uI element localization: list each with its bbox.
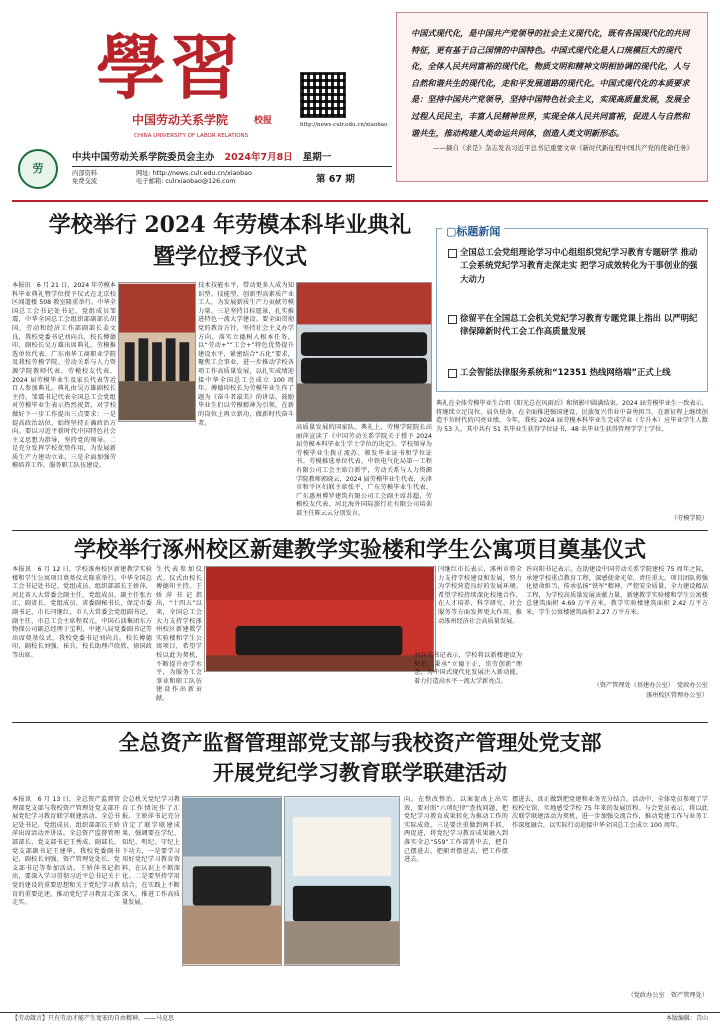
email[interactable]: culrxiaobao@126.com [165, 178, 236, 185]
site-label: 网址: [136, 170, 151, 177]
article1-photo-group [296, 282, 432, 422]
section-divider [12, 722, 708, 723]
qr-caption: http://news.culr.edu.cn/xiaobao [300, 122, 388, 128]
article2-col2b [204, 676, 436, 716]
article1-photo-left [118, 282, 196, 422]
quote-body: 中国式现代化，是中国共产党领导的社会主义现代化，既有各国现代化的共同特征，更有基于自己国情的中国特色。中国式现代化是人口规模巨大的现代化，全体人民共同富裕的现代化，物质文明和精神文明相协调的现代化，人与自然和谐共生的现代化，走和平发展道路的现代化。中国式现代化的本质要求是：坚持中国共产党领导，坚持中国特色社会主义，实现高质量发展，发展全过程人民民主，丰富人民精神世界，实现全体人民共同富裕，促进人与自然和谐共生，推动构建人类命运共同体，创造人类文明新形态。 [411, 28, 690, 138]
brief-news-title-text: 标题新闻 [456, 225, 501, 238]
brief-news-title: ▢标题新闻 [442, 228, 504, 236]
article3-col3: 向。在整改整治、以案促改上出实效，要对照“六项纪律”查找问题，把党纪学习教育成果转化为推动工作的实际成效。三是要注重做到两手抓、两促进，将党纪学习教育成果融入到落实全总“559”工作部署中去，把自己摆进去，把职责摆进去，把工作摆进去。 [404, 796, 508, 864]
article3-col4: 摆进去，真正做到把党建和业务充分结合。活动中，全体党员参观了学校校史馆，实地感受学校 75 年来的发展历程。与会党员表示，将以此次联学联建活动为契机，进一步加强交流合作，推动党建工作与业务工作深度融合，以实际行动迎接中华全国总工会成立 100 周年。 [512, 796, 708, 829]
tags [72, 170, 136, 194]
masthead-title: 學習 [96, 26, 244, 109]
article3-photo-right [284, 796, 400, 966]
article3-headline-2: 开展党纪学习教育联学联建活动 [213, 760, 507, 785]
school-name-en: CHINA UNIVERSITY OF LABOR RELATIONS [134, 133, 249, 139]
brief-news-item[interactable]: 全国总工会党组理论学习中心组组织党纪学习教育专题研学 推动工会系统党纪学习教育走深走实 把学习成效转化为干事创业的强大动力 [448, 246, 704, 286]
issue: 第 67 期 [316, 174, 355, 185]
footer-editor: 本版编辑：青山 [665, 1015, 708, 1023]
school-name: 中国劳动关系学院 [132, 113, 229, 127]
article2-col3: 闫继红市长表示，涿州市将全力支持学校建设和发展，努力为学校营造良好的发展环境。希望学校持续深化校地合作，在人才培养、科学研究、社会服务等方面发挥更大作用，推动涿州经济社会高质量发展。 [438, 566, 522, 625]
section-divider [12, 530, 708, 531]
article3-col1: 本报讯 6 月 13 日，全总资产监督管理部党支部与我校资产管理处党支部开展党纪学习教育联学联建活动。全总书记处书记、党组成员、组织部部长王娇萍出席活动并讲话。全总资产监督管理部部长、党支部书记王秀成，副部长、党支部副书记王建华，我校党委副书记、副校长刘强，资产管理处处长、党支部书记等参加活动。王娇萍书记指出，要深入学习贯彻习近平总书记关于党的建设的重要思想和关于党纪学习教育的重要论述，推动党纪学习教育走深走实。 [12, 796, 120, 907]
article2-headline: 学校举行涿州校区新建教学实验楼和学生公寓项目奠基仪式 [73, 537, 646, 563]
logo-glyph: 劳 [32, 161, 44, 175]
article3-headline-1: 全总资产监督管理部党支部与我校资产管理处党支部 [118, 730, 602, 755]
article3-col2: 会总机关党纪学习教育工作情况作了汇报。王娇萍书记充分肯定了联学联建成果，强调要在学纪、知纪、明纪、守纪上下功夫，一是要学习用好党纪学习教育资料，在认识上不断深化。二是要坚持学用结合，在实践上不断深入，推进工作高质量发展。 [122, 796, 180, 907]
footer-motto: 【劳动箴言】只有劳动才能产生宽宏的自由精神。——马克思 [12, 1015, 175, 1023]
sponsor: 中共中国劳动关系学院委员会主办 [72, 152, 215, 164]
footer [0, 1012, 720, 1026]
article1-col2: 技术技能水平，带动更多人成为知识型、技能型、创新型高素质产业工人，为发展新质生产力贡献劳模力量。三是坚持目标愿景，扎实推进特色一流大学建设。要全面贯彻党的教育方针，坚持社会主义办学方向，落实立德树人根本任务，以“劳动+”“工会+”特色优势提升建设水平，紧密结合“五化”要求，聚焦工会事业，进一步推动学校各项工作高质量发展，以扎实成绩迎接中华全国总工会成立 100 周年。傅德印校长为劳模毕业生作了题为《奋斗者最美》的讲话，鼓励毕业生们以劳模精神为引领，在新的岗位上再立新功，做新时代奋斗者。 [198, 282, 294, 427]
article2-photo [204, 566, 436, 672]
article2-sig1: （资产管理处（基建办公室） 党政办公室 [593, 682, 708, 689]
article1-col3: 高质量发展的国家队。典礼上，劳模学院院长高丽萍宣读了《中国劳动关系学院关于授予 2024 届劳模本科毕业生学士学位的决定》。学校领导为劳模毕业生拨正流苏、颁发毕业证书和学位证书。劳模推选单位代表、中铁电气化局第一工程有限公司工会主席白新宇，劳动关系与人力资源学院教师郭晓云，2024 届劳模毕业生代表、天津市和平区妇联主席张平，广东劳模毕业生代表、广东惠州博罗建筑有限公司工会副主席苏超，劳模校友代表、河北海外国际旅行社有限公司培训部主任陈云云分别发言。 [296, 424, 432, 517]
info-line [72, 151, 392, 167]
article3-signature: （党政办公室 资产管理处） [627, 992, 708, 999]
email-label: 电子邮箱: [136, 178, 164, 185]
tag-internal: 内部资料 [72, 170, 98, 177]
union-logo [18, 149, 58, 189]
article3-col2b [182, 970, 400, 1010]
article1-col4: 典礼在全体劳模毕业生合唱《阳光总在风雨后》和留影中圆满结束。2024 届劳模毕业生一致表示，将继续立足岗位、肩负使命，在全面推进强国建设、民族复兴伟业中奋勇担当，在新征程上继续创造不负时代的闪亮业绩。今年，我校 2024 届劳模本科毕业生完成学业（专升本）应毕业学生人数为 53 人，其中共有 51 名毕业生获得学位证书，48 名毕业生获得管理学学士学位。 [436, 400, 708, 433]
quote-source: ——摘自《求是》杂志发表习近平总书记重要文章《新时代新征程中国共产党的使命任务》 [433, 144, 693, 153]
brief-news-item[interactable]: 工会智能法律服务系统和“12351 热线网络端”正式上线 [448, 366, 704, 379]
article2-col2: 生代表参加仪式。仪式由校长傅德印主持。王娇萍书记指出，“十四五”以来，全国总工会大力支持学校涿州校区新建教学实验楼和学生公寓项目，希望学校以此为契机，不断提升办学水平，为服务工会事业和职工队伍建设作出新贡献。 [156, 566, 202, 702]
contact [136, 170, 316, 194]
article2-col1: 本报讯 6 月 12 日，学校涿州校区新建教学实验楼和学生公寓项目奠基仪式隆重举行。中华全国总工会书记处书记、党组成员、组织部部长王娇萍，河北省人大常委会副主任、党组成员、副主任张古江，副省长、党组成员、省委副秘书长，保定市委副书记，市长闫继红，市人大常委会党组副书记、副主任，市总工会主席程双元，中国石油集团东方物探公司副总经理于宝利，中建八局党委副书记等出席奠基仪式。我校党委书记刘向兵，校长傅德印，副校长刘强、崔兵，校长助理卢欣欣、徐国政等出席。 [12, 566, 152, 659]
article2-col5: 许向阳书记表示，在助建设中国劳动关系学院建校 75 周年之际，承建学校重点教育工程，深感使命光荣、责任重大。项目团队将强化使命担当，传承弘扬“铁军”精神，严控安全质量，全力建设精品工程，为学校高质量发展贡献力量。新建教学实验楼和学生公寓楼总建筑面积 4.69 万平方米，教学实验楼建筑面积 2.42 万平方米，学生公寓楼建筑面积 2.27 万平方米。 [526, 566, 708, 616]
article1-col2b [198, 424, 294, 524]
article1-headline: 学校举行 2024 年劳模本科毕业典礼暨学位授予仪式 [48, 212, 412, 270]
site-url[interactable]: http://news.culr.edu.cn/xiaobao [152, 170, 252, 177]
article2-sig2: 涿州校区管理办公室） [646, 692, 708, 699]
masthead-rule [12, 200, 708, 202]
info-line-2 [72, 170, 392, 194]
article3-photo-left [182, 796, 282, 966]
weekday: 星期一 [302, 152, 332, 164]
brief-news-item[interactable]: 徐留平在全国总工会机关党纪学习教育专题党课上指出 以严明纪律保障新时代工会工作高质量发展 [448, 312, 704, 339]
article1-signature: （劳模学院） [670, 515, 708, 522]
tag-free: 免费交流 [72, 178, 98, 185]
article1-col1: 本报讯 6 月 21 日，2024 年劳模本科毕业典礼暨学位授予仪式在北京校区闻道楼 508 教室隆重举行。中华全国总工会书记处书记、党组成员邹震，中华全国总工会组织部副部长胡国，劳动和经济工作部副部长姜文良，我校党委书记刘向兵，校长傅德印，副校长吴万雄出席典礼。劳模推选单位代表、广东南华工商职业学院及我校劳模学院、劳动关系与人力资源学院教师代表、劳模校友代表、2024 届劳模毕业生及家长代表等近百人参加典礼。典礼由吴万雄副校长主持。邹震书记代表全国总工会党组对劳模毕业生表示热烈祝贺，对学校做好下一步工作提出三点要求：一是提高政治站位，始终坚持正确政治方向。要以习近平新时代中国特色社会主义思想为指导，坚持党的领导。二是充分发挥学校优势作用，为发展新质生产力建功立业。三是全面加强劳模培养工作，服务职工队伍建设。 [12, 282, 116, 470]
article2-col4: 刘向兵书记表示，学校将以新楼建设为契机，秉承“立德于正，崇劳创新”理念，为中国式现代化发展注入新动能，着力打造高水平一流大学新亮点。 [414, 652, 522, 685]
qr-code-icon [300, 72, 346, 118]
quote-box [396, 12, 708, 182]
date: 2024年7月8日 [224, 152, 293, 164]
jiaobao-label: 校报 [254, 116, 273, 126]
